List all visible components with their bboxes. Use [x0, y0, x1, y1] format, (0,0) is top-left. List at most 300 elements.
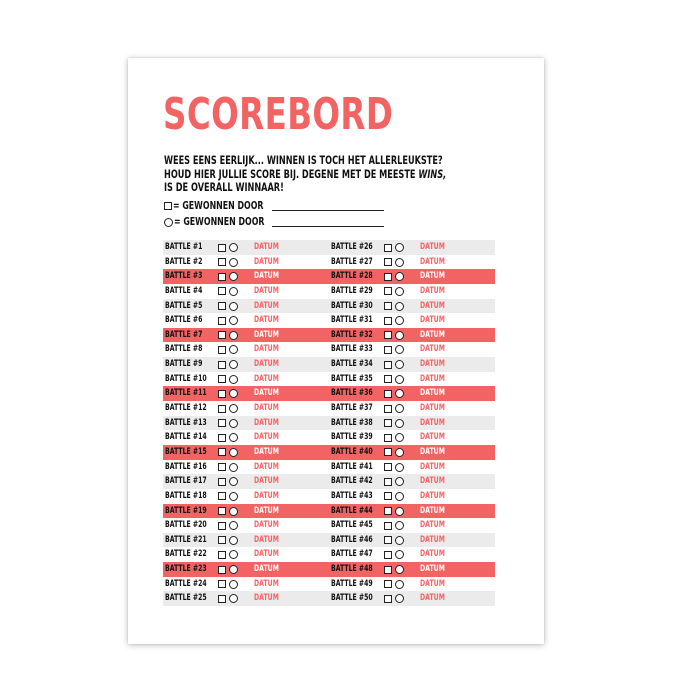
square-checkbox[interactable] [218, 361, 226, 369]
battle-row [163, 401, 329, 416]
battle-label: BATTLE #21 [165, 534, 207, 545]
battle-checkboxes [218, 375, 238, 384]
battle-label: BATTLE #1 [165, 242, 203, 252]
battle-checkboxes [218, 287, 238, 296]
battle-checkboxes [384, 507, 404, 516]
circle-checkbox[interactable] [229, 550, 238, 559]
circle-checkbox[interactable] [395, 243, 404, 252]
circle-checkbox[interactable] [229, 331, 238, 340]
battle-checkboxes [384, 345, 404, 354]
date-field[interactable]: DATUM [420, 285, 445, 296]
circle-checkbox[interactable] [229, 258, 238, 267]
battle-checkboxes [218, 404, 238, 413]
battle-label: BATTLE #31 [331, 315, 373, 326]
battle-row [163, 533, 329, 548]
battle-row [163, 504, 329, 519]
battle-label: BATTLE #33 [331, 344, 373, 355]
battle-checkboxes [384, 477, 404, 486]
date-field[interactable]: DATUM [420, 256, 445, 267]
date-field[interactable]: DATUM [420, 344, 445, 355]
scoreboard-sheet [128, 58, 544, 644]
circle-checkbox[interactable] [229, 507, 238, 516]
square-checkbox[interactable] [218, 375, 226, 383]
battle-label: BATTLE #49 [331, 578, 373, 589]
circle-checkbox[interactable] [229, 360, 238, 369]
square-checkbox[interactable] [218, 536, 226, 544]
battle-label: BATTLE #36 [331, 388, 373, 399]
battle-label: BATTLE #37 [331, 403, 373, 414]
date-field[interactable]: DATUM [254, 344, 279, 355]
date-field[interactable]: DATUM [254, 534, 279, 545]
square-checkbox[interactable] [218, 448, 226, 456]
date-field[interactable]: DATUM [254, 490, 279, 501]
date-field[interactable]: DATUM [420, 549, 445, 560]
date-field[interactable]: DATUM [420, 329, 445, 340]
battle-row [163, 255, 329, 270]
date-field[interactable]: DATUM [254, 417, 279, 428]
battle-row [163, 240, 329, 255]
intro-line-1: WEES EENS EERLIJK... WINNEN IS TOCH HET ALLERLEUKSTE? [164, 154, 443, 167]
battle-row [163, 562, 329, 577]
circle-checkbox[interactable] [395, 331, 404, 340]
battle-label: BATTLE #27 [331, 256, 373, 267]
battle-label: BATTLE #34 [331, 359, 373, 370]
date-field[interactable]: DATUM [254, 403, 279, 414]
battle-row [163, 269, 329, 284]
square-checkbox[interactable] [384, 580, 392, 588]
battle-column-left [163, 240, 329, 606]
battle-label: BATTLE #13 [165, 417, 207, 428]
circle-checkbox[interactable] [229, 375, 238, 384]
battle-label: BATTLE #32 [331, 329, 373, 340]
date-field[interactable]: DATUM [420, 403, 445, 414]
battle-label: BATTLE #2 [165, 256, 203, 267]
date-field[interactable]: DATUM [420, 505, 445, 516]
square-checkbox[interactable] [384, 595, 392, 603]
circle-checkbox[interactable] [395, 375, 404, 384]
battle-checkboxes [384, 448, 404, 457]
date-field[interactable]: DATUM [254, 373, 279, 384]
circle-checkbox[interactable] [395, 345, 404, 354]
date-field[interactable]: DATUM [254, 271, 279, 282]
battle-row [163, 328, 329, 343]
intro-line-2-text: HOUD HIER JULLIE SCORE BIJ. DEGENE MET DE MEESTE [164, 167, 419, 181]
battle-row [329, 299, 495, 314]
date-field[interactable]: DATUM [254, 564, 279, 575]
square-checkbox[interactable] [384, 536, 392, 544]
circle-checkbox[interactable] [229, 536, 238, 545]
battle-row [329, 416, 495, 431]
date-field[interactable]: DATUM [420, 534, 445, 545]
battle-label: BATTLE #50 [331, 593, 373, 604]
date-field[interactable]: DATUM [254, 505, 279, 516]
battle-label: BATTLE #47 [331, 549, 373, 560]
square-checkbox[interactable] [218, 302, 226, 310]
circle-checkbox[interactable] [229, 419, 238, 428]
battle-checkboxes [384, 360, 404, 369]
circle-checkbox[interactable] [229, 272, 238, 281]
battle-label: BATTLE #18 [165, 490, 207, 501]
square-checkbox[interactable] [384, 566, 392, 574]
date-field[interactable]: DATUM [254, 315, 279, 326]
square-checkbox[interactable] [384, 390, 392, 398]
battle-row [329, 255, 495, 270]
date-field[interactable]: DATUM [254, 446, 279, 457]
date-field[interactable]: DATUM [420, 461, 445, 472]
battle-label: BATTLE #24 [165, 578, 207, 589]
date-field[interactable]: DATUM [420, 593, 445, 604]
battle-row [329, 518, 495, 533]
square-checkbox[interactable] [384, 478, 392, 486]
battle-checkboxes [218, 448, 238, 457]
square-checkbox[interactable] [218, 390, 226, 398]
battle-checkboxes [218, 536, 238, 545]
battle-row [163, 313, 329, 328]
legend-square-name-line[interactable] [272, 210, 384, 211]
battle-checkboxes [218, 507, 238, 516]
battle-row [329, 445, 495, 460]
battle-checkboxes [384, 375, 404, 384]
battle-label: BATTLE #15 [165, 446, 207, 457]
circle-checkbox[interactable] [229, 243, 238, 252]
battle-row [163, 430, 329, 445]
battle-label: BATTLE #39 [331, 432, 373, 443]
battle-row [329, 547, 495, 562]
battle-row [163, 299, 329, 314]
battle-checkboxes [218, 565, 238, 574]
battle-label: BATTLE #23 [165, 564, 207, 575]
square-checkbox[interactable] [384, 522, 392, 530]
square-checkbox[interactable] [384, 375, 392, 383]
battle-checkboxes [218, 419, 238, 428]
date-field[interactable]: DATUM [420, 315, 445, 326]
date-field[interactable]: DATUM [254, 388, 279, 399]
battle-row [163, 445, 329, 460]
date-field[interactable]: DATUM [420, 271, 445, 282]
circle-checkbox-icon [164, 218, 173, 227]
battle-row [163, 357, 329, 372]
circle-checkbox[interactable] [395, 448, 404, 457]
battle-checkboxes [218, 302, 238, 311]
date-field[interactable]: DATUM [254, 461, 279, 472]
battle-row [163, 460, 329, 475]
circle-checkbox[interactable] [229, 477, 238, 486]
battle-row [329, 577, 495, 592]
square-checkbox[interactable] [218, 331, 226, 339]
circle-checkbox[interactable] [229, 580, 238, 589]
battle-row [329, 460, 495, 475]
date-field[interactable]: DATUM [254, 300, 279, 311]
battle-row [163, 518, 329, 533]
battle-label: BATTLE #10 [165, 373, 207, 384]
battle-checkboxes [384, 316, 404, 325]
date-field[interactable]: DATUM [420, 300, 445, 311]
battle-checkboxes [384, 433, 404, 442]
square-checkbox[interactable] [218, 419, 226, 427]
battle-checkboxes [384, 565, 404, 574]
circle-checkbox[interactable] [395, 316, 404, 325]
battle-label: BATTLE #14 [165, 432, 207, 443]
battle-row [329, 240, 495, 255]
circle-checkbox[interactable] [395, 433, 404, 442]
battle-row [329, 474, 495, 489]
circle-checkbox[interactable] [229, 345, 238, 354]
battle-checkboxes [218, 550, 238, 559]
square-checkbox[interactable] [218, 434, 226, 442]
battle-label: BATTLE #4 [165, 285, 203, 296]
battle-label: BATTLE #3 [165, 271, 203, 282]
date-field[interactable]: DATUM [420, 373, 445, 384]
battle-label: BATTLE #29 [331, 285, 373, 296]
battle-checkboxes [384, 463, 404, 472]
battle-row [163, 489, 329, 504]
battle-row [329, 269, 495, 284]
date-field[interactable]: DATUM [254, 520, 279, 531]
square-checkbox[interactable] [218, 405, 226, 413]
battle-checkboxes [384, 492, 404, 501]
battle-row [329, 533, 495, 548]
square-checkbox[interactable] [384, 492, 392, 500]
square-checkbox[interactable] [384, 551, 392, 559]
date-field[interactable]: DATUM [254, 476, 279, 487]
square-checkbox[interactable] [218, 551, 226, 559]
battle-label: BATTLE #43 [331, 490, 373, 501]
battle-row [329, 313, 495, 328]
battle-checkboxes [218, 316, 238, 325]
date-field[interactable]: DATUM [254, 329, 279, 340]
battle-label: BATTLE #22 [165, 549, 207, 560]
battle-checkboxes [218, 345, 238, 354]
square-checkbox[interactable] [384, 405, 392, 413]
square-checkbox[interactable] [384, 258, 392, 266]
square-checkbox[interactable] [384, 448, 392, 456]
circle-checkbox[interactable] [229, 302, 238, 311]
square-checkbox[interactable] [218, 346, 226, 354]
legend-circle-name-line[interactable] [272, 226, 384, 227]
battle-row [163, 284, 329, 299]
date-field[interactable]: DATUM [254, 549, 279, 560]
circle-checkbox[interactable] [229, 433, 238, 442]
date-field[interactable]: DATUM [254, 285, 279, 296]
circle-checkbox[interactable] [395, 492, 404, 501]
square-checkbox[interactable] [218, 478, 226, 486]
intro-line-3: IS DE OVERALL WINNAAR! [164, 181, 284, 194]
circle-checkbox[interactable] [229, 448, 238, 457]
battle-label: BATTLE #48 [331, 564, 373, 575]
square-checkbox-icon [164, 202, 172, 210]
circle-checkbox[interactable] [395, 419, 404, 428]
date-field[interactable]: DATUM [420, 432, 445, 443]
circle-checkbox[interactable] [395, 521, 404, 530]
battle-row [329, 562, 495, 577]
battle-column-right [329, 240, 495, 606]
circle-checkbox[interactable] [229, 521, 238, 530]
square-checkbox[interactable] [384, 419, 392, 427]
square-checkbox[interactable] [218, 244, 226, 252]
battle-row [329, 386, 495, 401]
battle-row [163, 416, 329, 431]
battle-checkboxes [218, 331, 238, 340]
battle-row [329, 591, 495, 606]
circle-checkbox[interactable] [229, 565, 238, 574]
battle-label: BATTLE #28 [331, 271, 373, 282]
square-checkbox[interactable] [384, 346, 392, 354]
battle-label: BATTLE #12 [165, 403, 207, 414]
date-field[interactable]: DATUM [254, 242, 279, 252]
square-checkbox[interactable] [384, 244, 392, 252]
battle-row [163, 547, 329, 562]
square-checkbox[interactable] [218, 566, 226, 574]
battle-row [329, 328, 495, 343]
battle-label: BATTLE #16 [165, 461, 207, 472]
battle-label: BATTLE #26 [331, 242, 373, 252]
battle-checkboxes [384, 580, 404, 589]
circle-checkbox[interactable] [395, 565, 404, 574]
circle-checkbox[interactable] [395, 258, 404, 267]
circle-checkbox[interactable] [229, 389, 238, 398]
battle-checkboxes [384, 419, 404, 428]
square-checkbox[interactable] [384, 273, 392, 281]
battle-row [329, 504, 495, 519]
intro-wins-emphasis: WINS, [418, 167, 447, 181]
battle-label: BATTLE #25 [165, 593, 207, 604]
battle-row [163, 591, 329, 606]
intro-line-2 [164, 168, 485, 182]
date-field[interactable]: DATUM [254, 256, 279, 267]
battle-label: BATTLE #19 [165, 505, 207, 516]
square-checkbox[interactable] [384, 361, 392, 369]
circle-checkbox[interactable] [395, 507, 404, 516]
date-field[interactable]: DATUM [420, 564, 445, 575]
circle-checkbox[interactable] [229, 594, 238, 603]
battle-checkboxes [218, 463, 238, 472]
date-field[interactable]: DATUM [420, 359, 445, 370]
date-field[interactable]: DATUM [254, 578, 279, 589]
legend-circle [164, 215, 265, 229]
battle-checkboxes [384, 594, 404, 603]
square-checkbox[interactable] [384, 507, 392, 515]
square-checkbox[interactable] [218, 580, 226, 588]
circle-checkbox[interactable] [395, 594, 404, 603]
square-checkbox[interactable] [384, 302, 392, 310]
circle-checkbox[interactable] [395, 477, 404, 486]
battle-label: BATTLE #44 [331, 505, 373, 516]
legend-square-label: = GEWONNEN DOOR [173, 200, 264, 212]
battle-label: BATTLE #5 [165, 300, 203, 311]
circle-checkbox[interactable] [229, 404, 238, 413]
battle-row [163, 577, 329, 592]
date-field[interactable]: DATUM [420, 476, 445, 487]
battle-checkboxes [384, 389, 404, 398]
battle-row [163, 386, 329, 401]
legend-square [164, 199, 264, 213]
battle-label: BATTLE #45 [331, 520, 373, 531]
circle-checkbox[interactable] [229, 316, 238, 325]
battle-checkboxes [384, 521, 404, 530]
battle-checkboxes [384, 536, 404, 545]
square-checkbox[interactable] [218, 273, 226, 281]
square-checkbox[interactable] [384, 331, 392, 339]
battle-label: BATTLE #38 [331, 417, 373, 428]
battle-checkboxes [218, 492, 238, 501]
battle-checkboxes [384, 302, 404, 311]
battle-checkboxes [384, 243, 404, 252]
date-field[interactable]: DATUM [254, 593, 279, 604]
battle-checkboxes [384, 331, 404, 340]
date-field[interactable]: DATUM [420, 578, 445, 589]
battle-checkboxes [384, 272, 404, 281]
battle-label: BATTLE #40 [331, 446, 373, 457]
battle-label: BATTLE #30 [331, 300, 373, 311]
circle-checkbox[interactable] [395, 536, 404, 545]
battle-label: BATTLE #46 [331, 534, 373, 545]
date-field[interactable]: DATUM [254, 359, 279, 370]
square-checkbox[interactable] [218, 492, 226, 500]
battle-row [163, 372, 329, 387]
circle-checkbox[interactable] [395, 404, 404, 413]
date-field[interactable]: DATUM [420, 388, 445, 399]
circle-checkbox[interactable] [395, 360, 404, 369]
circle-checkbox[interactable] [395, 302, 404, 311]
legend-circle-label: = GEWONNEN DOOR [174, 216, 265, 228]
intro-text [164, 154, 485, 195]
date-field[interactable]: DATUM [420, 242, 445, 252]
date-field[interactable]: DATUM [254, 432, 279, 443]
circle-checkbox[interactable] [395, 550, 404, 559]
battle-label: BATTLE #9 [165, 359, 203, 370]
date-field[interactable]: DATUM [420, 520, 445, 531]
battle-row [329, 430, 495, 445]
circle-checkbox[interactable] [229, 463, 238, 472]
square-checkbox[interactable] [384, 463, 392, 471]
battle-row [329, 372, 495, 387]
square-checkbox[interactable] [218, 507, 226, 515]
date-field[interactable]: DATUM [420, 490, 445, 501]
circle-checkbox[interactable] [229, 287, 238, 296]
square-checkbox[interactable] [384, 287, 392, 295]
square-checkbox[interactable] [218, 258, 226, 266]
circle-checkbox[interactable] [395, 463, 404, 472]
battle-label: BATTLE #7 [165, 329, 203, 340]
battle-label: BATTLE #35 [331, 373, 373, 384]
square-checkbox[interactable] [218, 595, 226, 603]
battle-row [329, 489, 495, 504]
battle-label: BATTLE #6 [165, 315, 203, 326]
date-field[interactable]: DATUM [420, 446, 445, 457]
circle-checkbox[interactable] [395, 272, 404, 281]
square-checkbox[interactable] [384, 434, 392, 442]
square-checkbox[interactable] [218, 287, 226, 295]
battle-label: BATTLE #17 [165, 476, 207, 487]
circle-checkbox[interactable] [395, 389, 404, 398]
square-checkbox[interactable] [218, 522, 226, 530]
battle-row [329, 401, 495, 416]
battle-row [163, 474, 329, 489]
battle-checkboxes [218, 477, 238, 486]
square-checkbox[interactable] [384, 317, 392, 325]
square-checkbox[interactable] [218, 317, 226, 325]
date-field[interactable]: DATUM [420, 417, 445, 428]
circle-checkbox[interactable] [395, 287, 404, 296]
battle-label: BATTLE #20 [165, 520, 207, 531]
square-checkbox[interactable] [218, 463, 226, 471]
circle-checkbox[interactable] [395, 580, 404, 589]
circle-checkbox[interactable] [229, 492, 238, 501]
battle-checkboxes [218, 272, 238, 281]
battle-checkboxes [218, 521, 238, 530]
battle-row [163, 342, 329, 357]
battle-checkboxes [218, 580, 238, 589]
